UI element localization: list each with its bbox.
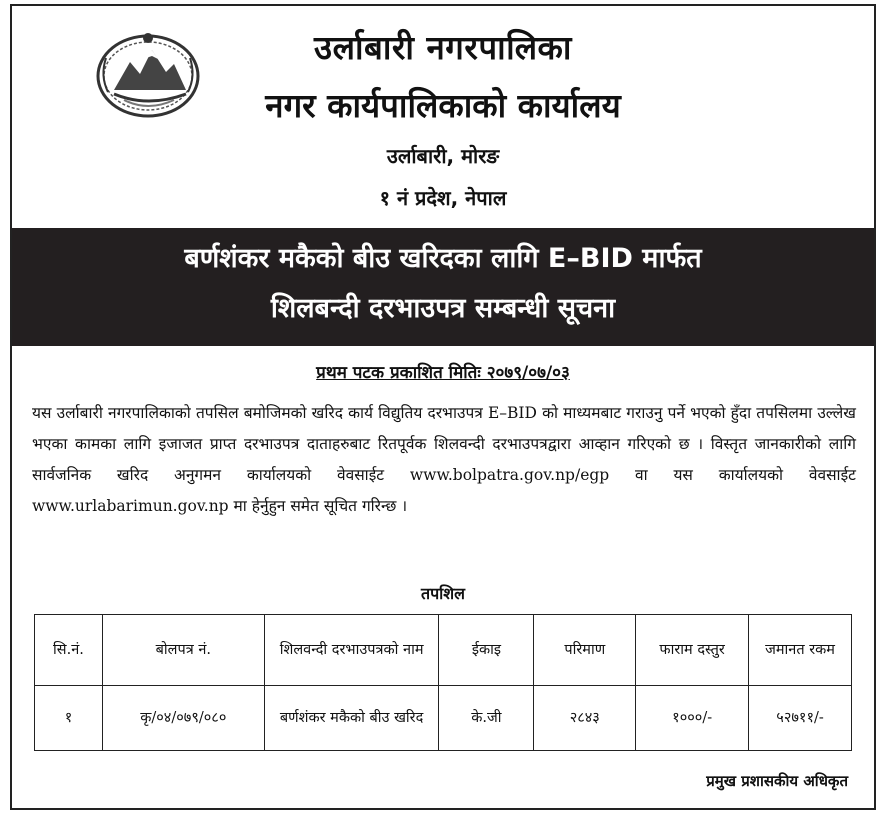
table-cell: २८४३: [534, 686, 636, 751]
title-banner: [12, 228, 874, 346]
banner-title-line1: बर्णशंकर मकैको बीउ खरिदका लागि E–BID मार्फत: [184, 243, 702, 274]
column-header: शिलवन्दी दरभाउपत्रको नाम: [264, 615, 439, 686]
table-cell: के.जी: [439, 686, 534, 751]
table-header-row: [35, 615, 852, 686]
table-cell: बर्णशंकर मकैको बीउ खरिद: [264, 686, 439, 751]
office-name: नगर कार्यपालिकाको कार्यालय: [265, 86, 621, 125]
column-header: ईकाइ: [439, 615, 534, 686]
column-header: सि.नं.: [35, 615, 103, 686]
column-header: जमानत रकम: [749, 615, 852, 686]
signatory-title: प्रमुख प्रशासकीय अधिकृत: [706, 772, 848, 790]
column-header: फाराम दस्तुर: [636, 615, 749, 686]
table-caption: तपशिल: [420, 584, 466, 603]
table-cell: ५२७११/-: [749, 686, 852, 751]
banner-title-line2: शिलबन्दी दरभाउपत्र सम्बन्धी सूचना: [270, 293, 616, 324]
table-cell: १०००/-: [636, 686, 749, 751]
publication-date: [12, 360, 874, 383]
location: उर्लाबारी, मोरङ: [386, 144, 500, 168]
table-cell: १: [35, 686, 103, 751]
table-cell: कृ/०४/०७९/०८०: [102, 686, 264, 751]
column-header: परिमाण: [534, 615, 636, 686]
table-row: [35, 686, 852, 751]
tender-table: [34, 614, 852, 751]
notice-frame: [10, 4, 876, 810]
province: १ नं प्रदेश, नेपाल: [379, 186, 507, 210]
column-header: बोलपत्र नं.: [102, 615, 264, 686]
org-name: उर्लाबारी नगरपालिका: [314, 28, 572, 67]
publication-date-text: प्रथम पटक प्रकाशित मितिः २०७९/०७/०३: [316, 363, 570, 383]
notice-header: [12, 6, 874, 228]
notice-body: यस उर्लाबारी नगरपालिकाको तपसिल बमोजिमको खरिद कार्य विद्युतिय दरभाउपत्र E–BID को माध्यमबाट गराउनु पर्ने भएको हुँदा तपसिलमा उल्लेख भएका कामका लागि इजाजत प्राप्त दरभाउपत्र दाताहरुबाट रितपूर्वक शिलवन्दी दरभाउपत्रद्वारा आव्हान गरिएको छ । विस्तृत जानकारीको लागि सार्वजनिक खरिद अनुगमन कार्यालयको वेवसाईट www.bolpatra.gov.np/egp वा यस कार्यालयको वेवसाईट www.urlabarimun.gov.np मा हेर्नुहुन समेत सूचित गरिन्छ ।: [32, 404, 856, 515]
